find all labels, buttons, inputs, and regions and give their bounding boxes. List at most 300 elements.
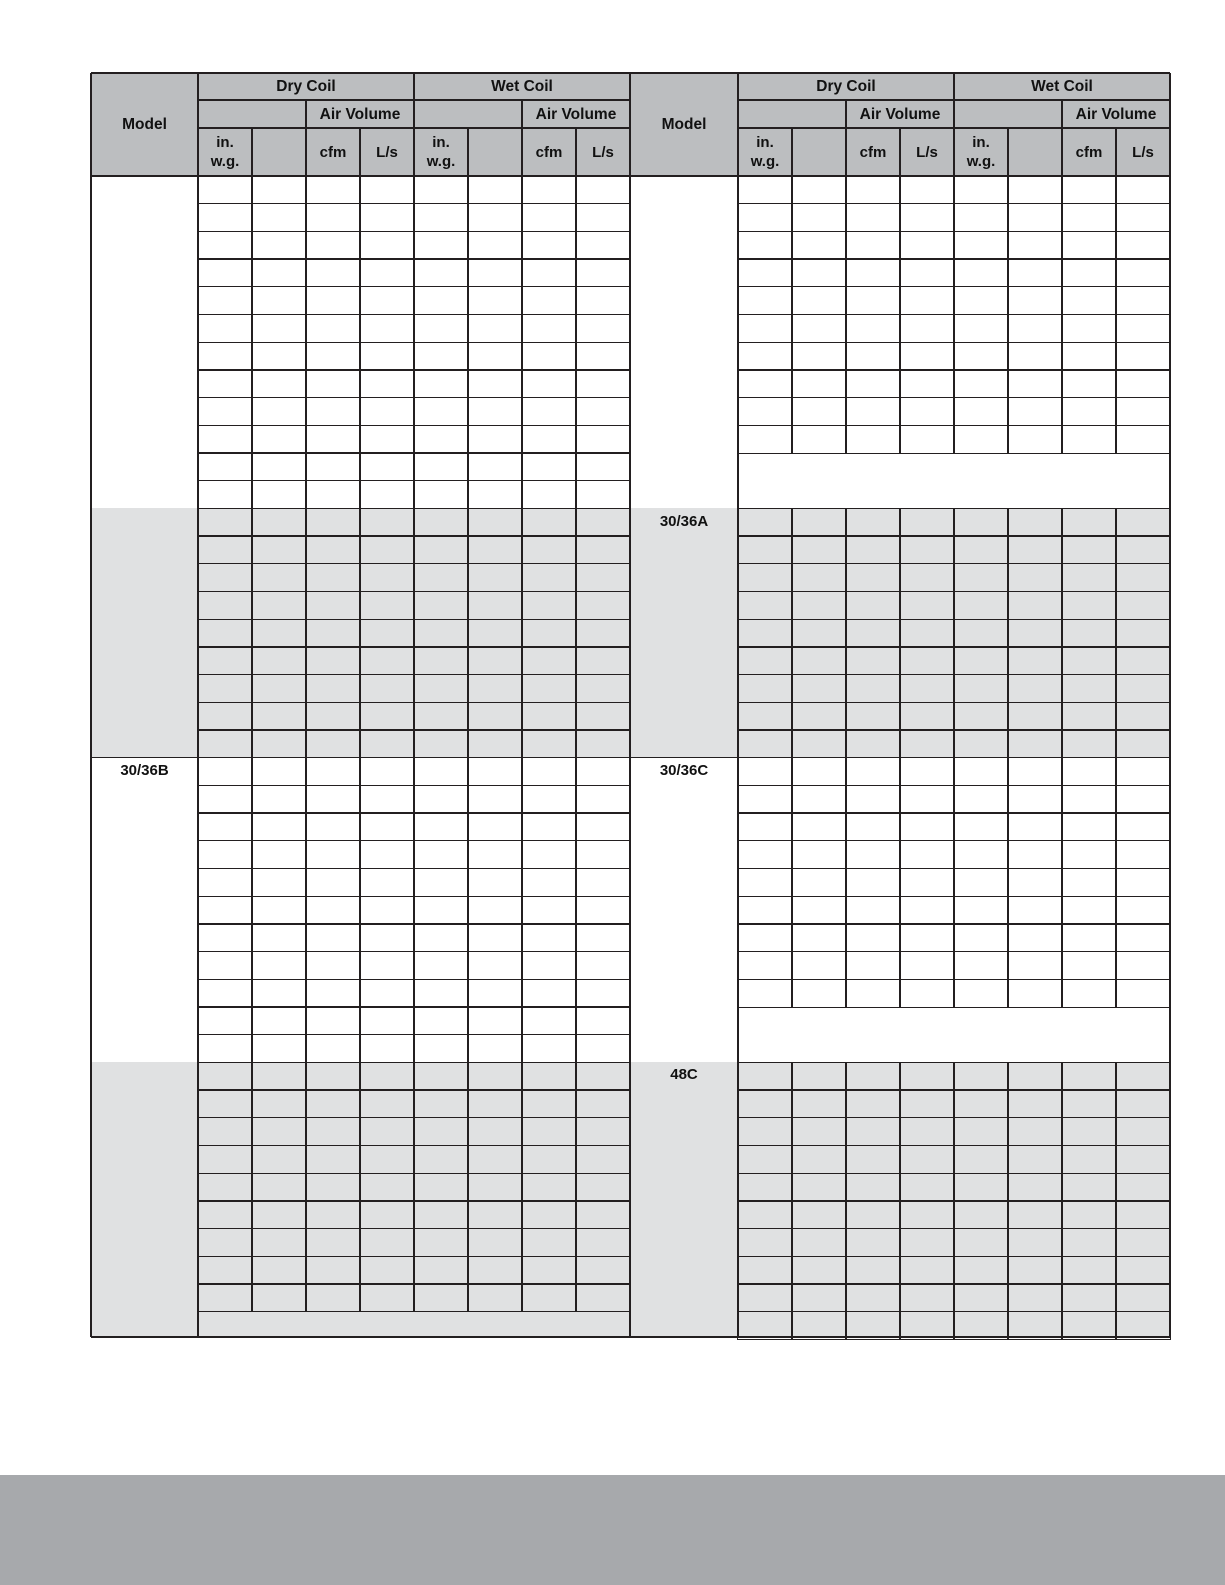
right-block-4-cell (1115, 1256, 1170, 1285)
left-dry-ls-header: L/s (376, 143, 398, 161)
right-block-4-cell (899, 1256, 954, 1285)
left-block-1-cell (197, 397, 252, 426)
left-block-4-cell (305, 1062, 360, 1091)
left-block-3-cell (575, 896, 630, 925)
left-block-1-cell (359, 369, 414, 398)
right-block-4-cell (1115, 1145, 1170, 1174)
right-block-2-cell (737, 646, 792, 675)
right-block-2-cell (845, 563, 900, 592)
right-block-2-cell (1007, 535, 1062, 564)
right-block-4-cell (791, 1117, 846, 1146)
right-block-3-cell (899, 979, 954, 1008)
right-block-1-cell (1007, 175, 1062, 204)
left-block-1-cell (521, 314, 576, 343)
left-block-1-cell (575, 286, 630, 315)
right-block-1-cell (791, 286, 846, 315)
right-block-3-cell (1007, 951, 1062, 980)
left-block-2-cell (359, 619, 414, 648)
left-block-1-cell (413, 452, 468, 481)
right-block-3-cell (1007, 868, 1062, 897)
left-block-1-cell (305, 286, 360, 315)
right-block-1-cell (1061, 397, 1116, 426)
left-block-3-cell (575, 812, 630, 841)
left-block-1-cell (305, 203, 360, 232)
left-block-1-cell (521, 231, 576, 260)
left-block-1-cell (305, 258, 360, 287)
left-model-header: Model (122, 116, 167, 133)
right-block-1-cell (845, 342, 900, 371)
right-block-4-cell (1007, 1200, 1062, 1229)
right-block-1-cell (791, 314, 846, 343)
left-block-1-cell (521, 369, 576, 398)
right-model-column-border (737, 176, 738, 1337)
right-block-2-cell (791, 729, 846, 758)
right-block-4-model-label: 48C (670, 1066, 698, 1083)
right-block-1-cell (845, 203, 900, 232)
left-block-2-cell (467, 563, 522, 592)
left-block-3-cell (197, 951, 252, 980)
right-block-2-cell (1007, 702, 1062, 731)
left-block-1-cell (575, 231, 630, 260)
left-block-4-cell (413, 1062, 468, 1091)
table-center-divider (629, 73, 630, 1337)
left-block-2-cell (413, 674, 468, 703)
right-block-4-cell (1115, 1283, 1170, 1312)
left-block-1-cell (413, 286, 468, 315)
left-block-1-cell (359, 452, 414, 481)
right-block-1-cell (953, 314, 1008, 343)
left-block-4-cell (413, 1145, 468, 1174)
left-block-2-cell (251, 702, 306, 731)
left-block-4-cell (359, 1062, 414, 1091)
right-block-1-cell (737, 175, 792, 204)
left-block-4-cell (467, 1089, 522, 1118)
right-block-2-cell (1115, 619, 1170, 648)
right-block-1-cell (791, 342, 846, 371)
left-block-4-cell (467, 1256, 522, 1285)
left-block-2-cell (305, 508, 360, 537)
left-block-1-cell (197, 452, 252, 481)
left-block-2-cell (305, 563, 360, 592)
right-block-2-model-label: 30/36A (659, 513, 709, 530)
left-block-3-cell (521, 896, 576, 925)
left-block-3-model-label: 30/36B (120, 762, 169, 779)
left-dry-in-wg-header: in. w.g. (210, 134, 240, 170)
right-block-2-cell (953, 508, 1008, 537)
right-block-2-cell (899, 646, 954, 675)
right-block-2-cell (899, 729, 954, 758)
left-block-3-cell (251, 812, 306, 841)
left-block-3-cell (359, 1034, 414, 1063)
left-block-4-cell (197, 1173, 252, 1202)
left-block-1-cell (305, 314, 360, 343)
left-block-2-cell (251, 563, 306, 592)
right-block-4-cell (899, 1173, 954, 1202)
right-block-3-cell (1115, 896, 1170, 925)
right-block-3-cell (1007, 896, 1062, 925)
right-block-3-cell (1061, 951, 1116, 980)
right-block-1-cell (791, 203, 846, 232)
left-block-4-cell (467, 1283, 522, 1312)
left-block-1-cell (467, 203, 522, 232)
right-block-3-cell (1061, 868, 1116, 897)
right-block-3-cell (1007, 840, 1062, 869)
left-block-1-cell (467, 480, 522, 509)
left-block-1-cell (305, 369, 360, 398)
left-block-1-cell (575, 480, 630, 509)
right-block-4-cell (791, 1256, 846, 1285)
right-block-1-cell (1115, 369, 1170, 398)
right-block-4-cell (953, 1283, 1008, 1312)
left-block-3-cell (251, 979, 306, 1008)
right-block-4-cell (737, 1062, 792, 1091)
left-block-4-cell (305, 1283, 360, 1312)
left-block-3-cell (197, 868, 252, 897)
left-block-1-cell (575, 397, 630, 426)
right-block-4-cell (845, 1200, 900, 1229)
left-block-2-cell (359, 508, 414, 537)
right-block-1-cell (845, 397, 900, 426)
left-block-4-cell (575, 1200, 630, 1229)
right-block-3-cell (737, 812, 792, 841)
left-block-4-cell (359, 1173, 414, 1202)
left-block-4-cell (197, 1283, 252, 1312)
right-block-3-cell (737, 951, 792, 980)
left-block-3-cell (413, 951, 468, 980)
right-block-1-cell (1007, 258, 1062, 287)
right-block-1-cell (845, 286, 900, 315)
left-block-4-cell (467, 1117, 522, 1146)
left-block-4-cell (359, 1228, 414, 1257)
right-block-4-cell (1007, 1228, 1062, 1257)
right-block-2-cell (1007, 646, 1062, 675)
right-block-1-cell (899, 425, 954, 454)
left-block-2-cell (305, 729, 360, 758)
right-block-3-cell (1061, 923, 1116, 952)
right-block-4-cell (737, 1145, 792, 1174)
right-block-2-cell (1115, 674, 1170, 703)
left-block-3-cell (521, 812, 576, 841)
right-block-1-cell (953, 231, 1008, 260)
right-block-1-cell (791, 258, 846, 287)
right-block-4-cell (899, 1228, 954, 1257)
left-block-4-cell (413, 1089, 468, 1118)
left-block-3-cell (467, 923, 522, 952)
right-dry-in-wg-header: in. w.g. (750, 134, 780, 170)
right-block-3-cell (1115, 785, 1170, 814)
left-block-1-cell (575, 203, 630, 232)
right-block-3-cell (1007, 812, 1062, 841)
right-block-2-cell (737, 619, 792, 648)
left-block-4-cell (197, 1117, 252, 1146)
left-block-3-cell (359, 979, 414, 1008)
left-block-3-cell (251, 1034, 306, 1063)
right-block-4-cell (1061, 1256, 1116, 1285)
left-block-1-cell (467, 342, 522, 371)
right-block-3-cell (845, 923, 900, 952)
right-block-1-cell (791, 369, 846, 398)
left-block-4-cell (305, 1173, 360, 1202)
right-block-4-cell (1115, 1117, 1170, 1146)
right-block-2-cell (953, 535, 1008, 564)
right-block-2-cell (737, 535, 792, 564)
left-block-2-cell (305, 591, 360, 620)
left-block-3-cell (305, 896, 360, 925)
right-block-4-cell (899, 1200, 954, 1229)
right-block-4-cell (899, 1283, 954, 1312)
right-block-2-cell (1007, 729, 1062, 758)
left-block-1-cell (305, 397, 360, 426)
left-block-2-cell (251, 535, 306, 564)
left-block-3-cell (467, 1006, 522, 1035)
right-block-3-cell (845, 896, 900, 925)
left-block-2-cell (251, 646, 306, 675)
left-block-3-cell (413, 785, 468, 814)
left-block-2-cell (251, 619, 306, 648)
left-block-3-cell (359, 812, 414, 841)
right-block-2-cell (899, 702, 954, 731)
left-block-2-cell (305, 646, 360, 675)
left-block-3-cell (251, 868, 306, 897)
right-block-3-cell (899, 951, 954, 980)
left-block-1-cell (251, 397, 306, 426)
right-block-4-cell (1007, 1145, 1062, 1174)
left-block-2-cell (575, 591, 630, 620)
left-block-3-cell (305, 757, 360, 786)
left-block-3-cell (413, 1006, 468, 1035)
left-block-2-cell (413, 535, 468, 564)
left-block-1-cell (521, 203, 576, 232)
right-block-2-cell (737, 563, 792, 592)
left-block-4-cell (359, 1283, 414, 1312)
left-block-3-cell (359, 757, 414, 786)
right-block-3-cell (737, 785, 792, 814)
right-block-1-cell (737, 342, 792, 371)
left-block-1-cell (197, 369, 252, 398)
right-block-4-cell (845, 1283, 900, 1312)
left-block-1-cell (467, 369, 522, 398)
right-block-3-model-label: 30/36C (659, 762, 709, 779)
right-block-1-cell (1007, 397, 1062, 426)
right-block-1-cell (737, 258, 792, 287)
right-block-3-cell (791, 896, 846, 925)
right-block-2-cell (1007, 591, 1062, 620)
left-block-3-cell (197, 896, 252, 925)
right-block-1-cell (899, 397, 954, 426)
right-block-2-cell (845, 674, 900, 703)
right-block-3-cell (1115, 757, 1170, 786)
right-block-3-cell (1115, 868, 1170, 897)
right-block-4-cell (791, 1228, 846, 1257)
right-block-2-cell (1007, 563, 1062, 592)
right-block-3-cell (953, 951, 1008, 980)
right-block-3-cell (953, 757, 1008, 786)
left-block-3-cell (413, 840, 468, 869)
left-block-1-cell (251, 314, 306, 343)
right-wet-cfm-header: cfm (1075, 143, 1103, 161)
right-block-3-cell (737, 840, 792, 869)
right-block-4-cell (899, 1062, 954, 1091)
right-block-4-cell (1007, 1062, 1062, 1091)
right-block-3-cell (791, 923, 846, 952)
left-block-3-cell (305, 1034, 360, 1063)
left-block-1-cell (359, 286, 414, 315)
left-block-3-cell (413, 812, 468, 841)
left-wet-ls-header: L/s (592, 143, 614, 161)
left-block-1-cell (197, 342, 252, 371)
left-block-1-cell (305, 425, 360, 454)
left-wet-coil-header: Wet Coil (491, 78, 553, 95)
right-block-3-cell (737, 923, 792, 952)
right-block-4-cell (1115, 1062, 1170, 1091)
left-block-4-cell (467, 1228, 522, 1257)
left-block-2-cell (413, 729, 468, 758)
left-block-3-cell (251, 923, 306, 952)
right-block-1-cell (1115, 342, 1170, 371)
left-block-1-cell (359, 203, 414, 232)
left-block-4-cell (521, 1256, 576, 1285)
right-dry-ls-header: L/s (916, 143, 938, 161)
right-block-2-cell (1115, 591, 1170, 620)
left-block-2-cell (575, 563, 630, 592)
left-block-3-cell (521, 785, 576, 814)
left-block-3-cell (575, 785, 630, 814)
left-dry-coil-header: Dry Coil (276, 78, 336, 95)
right-block-2-cell (1061, 702, 1116, 731)
left-block-4-cell (467, 1145, 522, 1174)
right-block-2-cell (791, 619, 846, 648)
right-block-1-cell (953, 258, 1008, 287)
right-block-1-cell (1115, 258, 1170, 287)
left-block-4-cell (413, 1228, 468, 1257)
left-block-3-cell (521, 923, 576, 952)
left-block-3-cell (413, 868, 468, 897)
left-block-1-cell (359, 231, 414, 260)
left-block-4-cell (575, 1173, 630, 1202)
left-block-3-cell (467, 951, 522, 980)
right-block-1-cell (791, 231, 846, 260)
right-block-3-cell (1061, 812, 1116, 841)
left-block-3-cell (521, 840, 576, 869)
right-block-1-cell (1061, 175, 1116, 204)
left-block-1-cell (251, 342, 306, 371)
left-block-3-cell (197, 923, 252, 952)
right-block-3-cell (791, 785, 846, 814)
right-block-1-cell (845, 369, 900, 398)
right-block-4-cell (845, 1117, 900, 1146)
right-block-1-cell (1061, 286, 1116, 315)
left-block-2-cell (359, 646, 414, 675)
right-block-1-cell (953, 425, 1008, 454)
left-block-2-cell (521, 535, 576, 564)
right-block-2-cell (845, 619, 900, 648)
left-dry-cfm-header: cfm (319, 143, 347, 161)
right-block-2-cell (791, 591, 846, 620)
right-block-3-cell (845, 757, 900, 786)
right-block-3-cell (845, 951, 900, 980)
left-block-3-cell (413, 1034, 468, 1063)
right-block-2-cell (899, 674, 954, 703)
right-block-4-cell (737, 1173, 792, 1202)
left-block-1-cell (521, 286, 576, 315)
right-block-4-cell (1061, 1117, 1116, 1146)
right-block-2-cell (791, 674, 846, 703)
left-block-4-cell (305, 1089, 360, 1118)
left-block-3-cell (197, 840, 252, 869)
left-block-3-cell (413, 979, 468, 1008)
left-block-4-cell (251, 1256, 306, 1285)
right-block-3-cell (1061, 896, 1116, 925)
right-block-2-cell (953, 674, 1008, 703)
left-block-4-cell (251, 1173, 306, 1202)
right-block-2-cell (1115, 563, 1170, 592)
left-block-3-cell (251, 785, 306, 814)
left-block-4-cell (359, 1256, 414, 1285)
left-block-3-cell (521, 1034, 576, 1063)
right-block-2-cell (1061, 535, 1116, 564)
left-block-3-cell (521, 979, 576, 1008)
right-block-3-cell (1007, 923, 1062, 952)
left-block-1-cell (467, 175, 522, 204)
left-model-column-border (197, 176, 198, 1337)
right-block-3-cell (899, 757, 954, 786)
left-block-3-cell (467, 812, 522, 841)
right-block-3-cell (845, 785, 900, 814)
left-block-4-cell (251, 1145, 306, 1174)
left-block-3-cell (305, 951, 360, 980)
left-block-3-cell (251, 896, 306, 925)
left-block-3-cell (197, 1006, 252, 1035)
right-block-2-cell (899, 591, 954, 620)
left-block-3-cell (359, 868, 414, 897)
left-block-3-cell (575, 840, 630, 869)
left-block-2-cell (197, 535, 252, 564)
right-block-4-cell (737, 1256, 792, 1285)
right-block-2-cell (737, 729, 792, 758)
right-block-1-cell (1061, 258, 1116, 287)
right-block-3-cell (1007, 785, 1062, 814)
left-block-2-cell (305, 619, 360, 648)
left-block-2-cell (413, 619, 468, 648)
left-block-1-cell (359, 175, 414, 204)
right-block-2-cell (791, 563, 846, 592)
left-block-3-cell (521, 868, 576, 897)
right-block-2-cell (953, 591, 1008, 620)
right-block-4-cell (899, 1089, 954, 1118)
left-block-1-cell (305, 480, 360, 509)
right-block-4-cell (1007, 1173, 1062, 1202)
right-block-1-cell (1115, 425, 1170, 454)
left-block-1-cell (467, 286, 522, 315)
left-block-2-cell (575, 535, 630, 564)
left-block-3-cell (467, 785, 522, 814)
right-block-2-cell (845, 591, 900, 620)
right-block-3-cell (953, 923, 1008, 952)
left-block-3-cell (575, 868, 630, 897)
right-block-4-cell (1007, 1283, 1062, 1312)
right-block-3-cell (1061, 840, 1116, 869)
left-block-1-cell (413, 480, 468, 509)
right-block-3-cell (1115, 812, 1170, 841)
right-block-4-cell (1061, 1062, 1116, 1091)
left-block-1-cell (197, 480, 252, 509)
left-block-2-cell (467, 729, 522, 758)
left-block-4-cell (359, 1200, 414, 1229)
right-block-3-cell (953, 868, 1008, 897)
left-block-3-cell (467, 979, 522, 1008)
left-block-1-cell (575, 369, 630, 398)
right-block-1-cell (953, 342, 1008, 371)
